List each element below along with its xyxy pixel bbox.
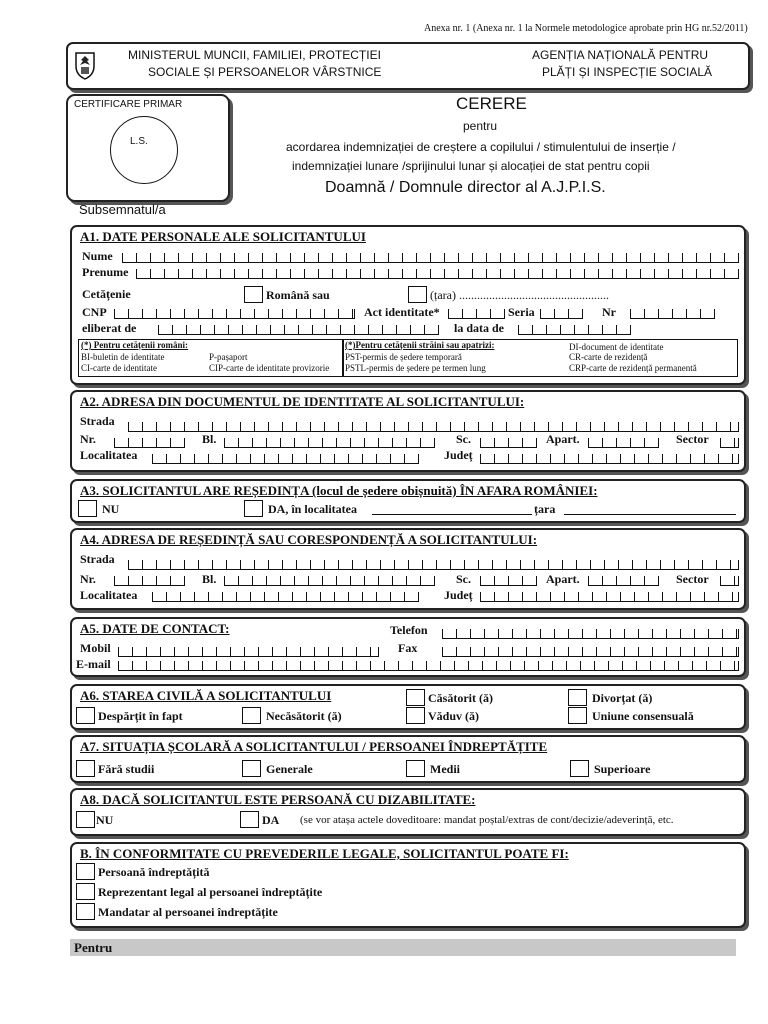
footer-bar	[70, 939, 736, 956]
a7-superioare-checkbox[interactable]	[570, 760, 589, 777]
stamp-circle	[110, 116, 178, 184]
notes-straini-title: (*)Pentru cetățenii străini sau apatrizi:	[345, 340, 495, 350]
a1-act-label: Act identitate*	[364, 305, 440, 319]
a3-nu-checkbox[interactable]	[78, 500, 97, 517]
form-title: CERERE	[456, 94, 527, 113]
a4-sc-label: Sc.	[456, 572, 471, 586]
a6-casatorit-checkbox[interactable]	[406, 689, 425, 706]
annex-reference: Anexa nr. 1 (Anexa nr. 1 la Normele metodologice aprobate prin HG nr.52/2011)	[424, 23, 748, 34]
a7-title: A7. SITUAȚIA ȘCOLARĂ A SOLICITANTULUI / PERSOANEI ÎNDREPTĂȚITE	[80, 739, 548, 754]
ministry-line1: MINISTERUL MUNCII, FAMILIEI, PROTECȚIEI	[128, 48, 381, 62]
a2-apart-field[interactable]	[588, 438, 659, 448]
a3-da-checkbox[interactable]	[244, 500, 263, 517]
a6-title: A6. STAREA CIVILĂ A SOLICITANTULUI	[80, 688, 332, 703]
a3-da-label: DA, în localitatea	[268, 502, 357, 516]
agency-line1: AGENȚIA NAȚIONALĂ PENTRU	[532, 48, 709, 62]
b-opt2-label: Reprezentant legal al persoanei îndreptățite	[98, 885, 323, 899]
a1-nr-field[interactable]	[630, 309, 715, 319]
title-address: Doamnă / Domnule director al A.J.P.I.S.	[325, 179, 606, 196]
a4-title: A4. ADRESA DE REȘEDINȚĂ SAU CORESPONDENȚĂ A SOLICITANTULUI:	[80, 532, 538, 547]
note-cr: CR-carte de rezidență	[569, 352, 648, 362]
b-opt1-label: Persoană îndreptățită	[98, 865, 210, 879]
section-a3	[70, 479, 746, 523]
a4-localitatea-field[interactable]	[152, 592, 419, 602]
a1-nume-field[interactable]	[122, 253, 739, 263]
b-opt1-checkbox[interactable]	[76, 863, 95, 880]
a2-bl-field[interactable]	[224, 438, 435, 448]
a1-cnp-field[interactable]	[114, 309, 355, 319]
a1-alta-tara-checkbox[interactable]	[408, 286, 427, 303]
a4-strada-field[interactable]	[128, 560, 739, 570]
a1-nr-label: Nr	[602, 305, 616, 319]
section-a1	[70, 225, 746, 385]
a7-medii-checkbox[interactable]	[406, 760, 425, 777]
a1-la-data-label: la data de	[454, 321, 505, 335]
a2-strada-label: Strada	[80, 414, 115, 428]
note-pstl: PSTL-permis de ședere pe termen lung	[345, 363, 486, 373]
a2-apart-label: Apart.	[546, 432, 580, 446]
a8-da-checkbox[interactable]	[240, 811, 259, 828]
a4-sector-label: Sector	[676, 572, 709, 586]
a3-tara-label: țara	[534, 502, 556, 516]
a2-judet-label: Județ	[444, 448, 473, 462]
b-opt3-label: Mandatar al persoanei îndreptățite	[98, 905, 278, 919]
a2-nr-label: Nr.	[80, 432, 96, 446]
b-opt2-checkbox[interactable]	[76, 883, 95, 900]
a8-nu-label: NU	[96, 813, 114, 827]
a5-email-field[interactable]	[118, 661, 739, 671]
footer-pentru: Pentru	[74, 940, 113, 955]
a6-casatorit-label: Căsătorit (ă)	[428, 691, 493, 705]
a6-necasatorit-checkbox[interactable]	[242, 707, 261, 724]
a3-nu-label: NU	[102, 502, 120, 516]
a1-seria-label: Seria	[508, 305, 535, 319]
subsemnatul-label: Subsemnatul/a	[79, 202, 166, 217]
a5-telefon-label: Telefon	[390, 623, 428, 637]
a6-uniune-label: Uniune consensuală	[592, 709, 694, 723]
a3-title: A3. SOLICITANTUL ARE REȘEDINȚA (locul de ședere obișnuită) ÎN AFARA ROMÂNIEI:	[80, 483, 598, 498]
a6-uniune-checkbox[interactable]	[568, 707, 587, 724]
note-cip: CIP-carte de identitate provizorie	[209, 363, 330, 373]
a4-nr-label: Nr.	[80, 572, 96, 586]
a4-strada-label: Strada	[80, 552, 115, 566]
a2-localitatea-label: Localitatea	[80, 448, 138, 462]
a5-title: A5. DATE DE CONTACT:	[80, 621, 230, 636]
a4-bl-field[interactable]	[224, 576, 435, 586]
a1-notes-straini	[342, 339, 738, 377]
a1-cetatenie-label: Cetățenie	[82, 287, 131, 301]
a6-necasatorit-label: Necăsătorit (ă)	[266, 709, 342, 723]
section-b	[70, 842, 746, 928]
a4-nr-field[interactable]	[114, 576, 185, 586]
a2-judet-field[interactable]	[480, 454, 739, 464]
a4-apart-field[interactable]	[588, 576, 659, 586]
a4-sc-field[interactable]	[480, 576, 537, 586]
a2-sc-label: Sc.	[456, 432, 471, 446]
a4-bl-label: Bl.	[202, 572, 217, 586]
note-crp: CRP-carte de rezidență permanentă	[569, 363, 697, 373]
a8-title: A8. DACĂ SOLICITANTUL ESTE PERSOANĂ CU DIZABILITATE:	[80, 792, 476, 807]
a5-fax-label: Fax	[398, 641, 418, 655]
a1-prenume-label: Prenume	[82, 265, 129, 279]
section-a7	[70, 735, 746, 783]
a1-notes-romani	[78, 339, 344, 377]
a5-fax-field[interactable]	[442, 647, 739, 657]
a3-tara-field[interactable]	[564, 514, 736, 515]
section-a2	[70, 390, 746, 472]
a8-da-label: DA	[262, 813, 280, 827]
a2-bl-label: Bl.	[202, 432, 217, 446]
a5-mobil-label: Mobil	[80, 641, 111, 655]
header-box	[66, 42, 750, 90]
a2-localitatea-field[interactable]	[152, 454, 419, 464]
a2-title: A2. ADRESA DIN DOCUMENTUL DE IDENTITATE AL SOLICITANTULUI:	[80, 394, 525, 409]
a6-divortat-checkbox[interactable]	[568, 689, 587, 706]
a1-act-field[interactable]	[448, 309, 505, 319]
a1-romana-label: Română sau	[266, 288, 330, 302]
b-title: B. ÎN CONFORMITATE CU PREVEDERILE LEGALE, SOLICITANTUL POATE FI:	[80, 846, 569, 861]
a1-eliberat-field[interactable]	[158, 325, 439, 335]
a1-prenume-field[interactable]	[136, 269, 739, 279]
a1-title: A1. DATE PERSONALE ALE SOLICITANTULUI	[80, 229, 366, 244]
section-a6	[70, 684, 746, 730]
a7-generale-label: Generale	[266, 762, 313, 776]
a7-medii-label: Medii	[430, 762, 460, 776]
a7-generale-checkbox[interactable]	[242, 760, 261, 777]
a1-romana-checkbox[interactable]	[244, 286, 263, 303]
certification-box	[66, 94, 230, 202]
a4-apart-label: Apart.	[546, 572, 580, 586]
a1-la-data-field[interactable]	[518, 325, 631, 335]
note-di: DI-document de identitate	[569, 342, 664, 352]
a1-eliberat-label: eliberat de	[82, 321, 137, 335]
note-bi: BI-buletin de identitate	[81, 352, 165, 362]
a8-note: (se vor atașa actele doveditoare: mandat poștal/extras de cont/decizie/adeverință, etc.	[300, 814, 674, 826]
agency-line2: PLĂȚI ȘI INSPECȚIE SOCIALĂ	[542, 65, 713, 79]
a3-localitatea-field[interactable]	[372, 514, 532, 515]
note-p: P-pașaport	[209, 352, 248, 362]
note-pst: PST-permis de ședere temporară	[345, 352, 462, 362]
a1-tara-label: (țara) ..................................................	[430, 288, 609, 302]
stamp-label: L.S.	[130, 136, 148, 147]
a6-divortat-label: Divorțat (ă)	[592, 691, 653, 705]
a8-nu-checkbox[interactable]	[76, 811, 95, 828]
ministry-line2: SOCIALE ȘI PERSOANELOR VÂRSTNICE	[148, 65, 382, 79]
a2-strada-field[interactable]	[128, 422, 739, 432]
a5-email-label: E-mail	[76, 657, 111, 671]
a2-sector-field[interactable]	[720, 438, 739, 448]
notes-romani-title: (*) Pentru cetățenii români:	[81, 340, 189, 350]
a7-superioare-label: Superioare	[594, 762, 651, 776]
a7-fara-label: Fără studii	[98, 762, 155, 776]
a6-despartit-label: Despărțit în fapt	[98, 709, 183, 723]
note-ci: CI-carte de identitate	[81, 363, 157, 373]
a5-telefon-field[interactable]	[442, 629, 739, 639]
section-a5	[70, 617, 746, 677]
a4-sector-field[interactable]	[720, 576, 739, 586]
a4-judet-field[interactable]	[480, 592, 739, 602]
a4-localitatea-label: Localitatea	[80, 588, 138, 602]
a2-nr-field[interactable]	[114, 438, 185, 448]
a1-seria-field[interactable]	[540, 309, 583, 319]
certification-label: CERTIFICARE PRIMAR	[74, 99, 183, 110]
a6-vaduv-checkbox[interactable]	[406, 707, 425, 724]
section-a4	[70, 528, 746, 610]
a2-sector-label: Sector	[676, 432, 709, 446]
title-line2: indemnizației lunare /sprijinului lunar și alocației de stat pentru copii	[292, 159, 650, 173]
title-pentru: pentru	[463, 119, 498, 133]
a5-mobil-field[interactable]	[118, 647, 379, 657]
a2-sc-field[interactable]	[480, 438, 537, 448]
a4-judet-label: Județ	[444, 588, 473, 602]
a1-nume-label: Nume	[82, 249, 113, 263]
section-a8	[70, 788, 746, 836]
a6-despartit-checkbox[interactable]	[76, 707, 95, 724]
a7-fara-checkbox[interactable]	[76, 760, 95, 777]
a1-cnp-label: CNP	[82, 305, 107, 319]
coat-of-arms-icon	[74, 50, 96, 80]
b-opt3-checkbox[interactable]	[76, 903, 95, 920]
a6-vaduv-label: Văduv (ă)	[428, 709, 480, 723]
title-line1: acordarea indemnizației de creștere a copilului / stimulentului de inserție /	[286, 140, 676, 154]
